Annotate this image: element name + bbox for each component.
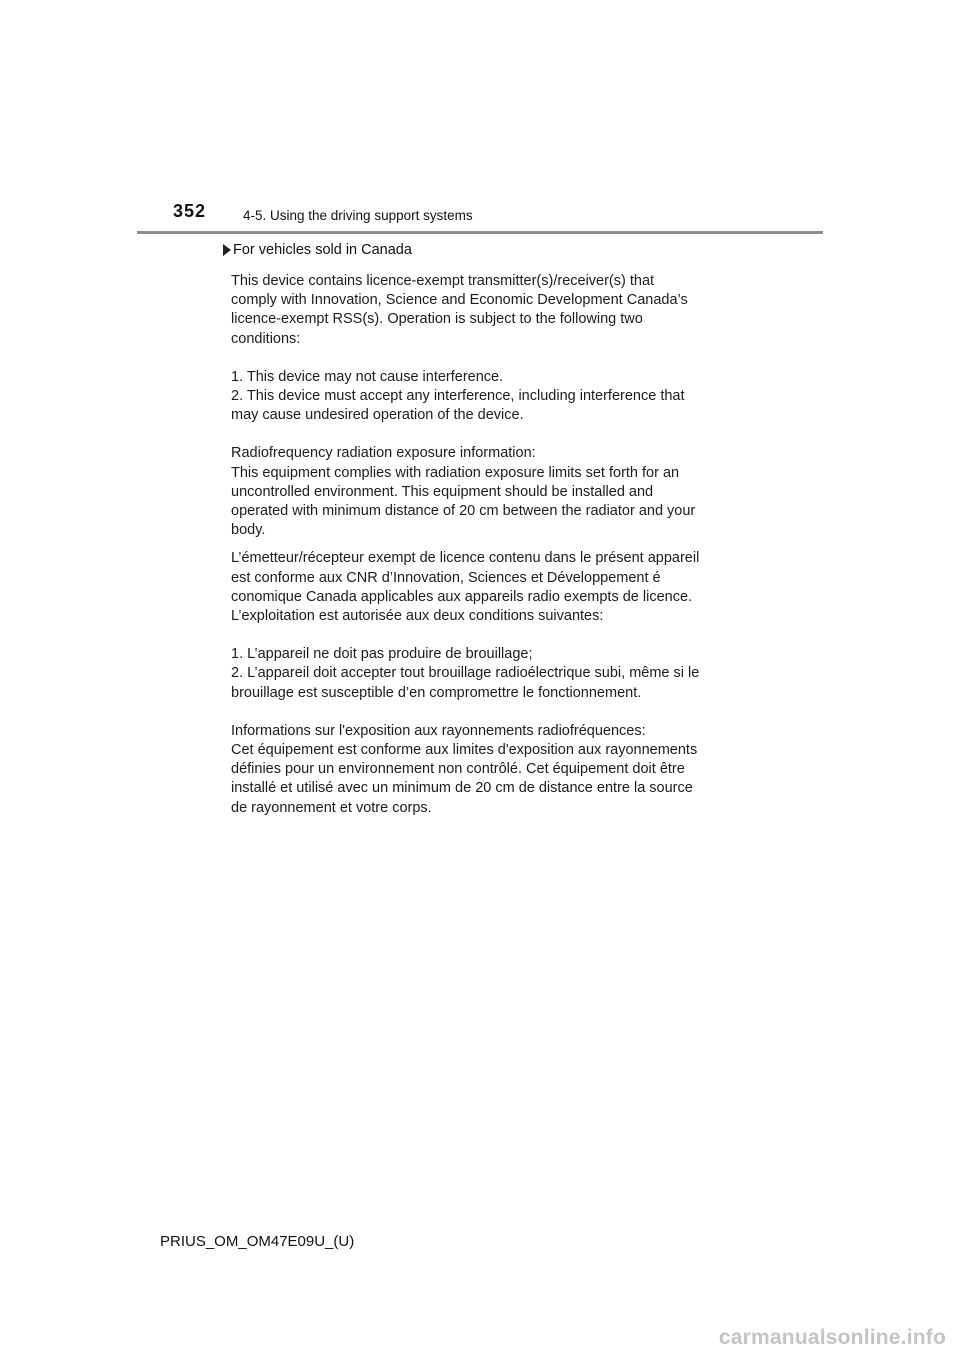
- triangle-right-icon: [223, 244, 231, 256]
- text-line: operated with minimum distance of 20 cm between the radiator and your: [231, 503, 696, 520]
- regulatory-notice: [231, 272, 741, 837]
- text-line: This device contains licence-exempt transmitter(s)/receiver(s) that: [231, 273, 655, 289]
- text-line: uncontrolled environment. This equipment should be installed and: [231, 483, 654, 500]
- text-line: 1. This device may not cause interference.: [231, 368, 504, 385]
- fr-radiation-paragraph: [231, 722, 741, 818]
- subheading-text: For vehicles sold in Canada: [233, 242, 412, 258]
- text-line: 2. This device must accept any interference, including interference that: [231, 388, 685, 405]
- page-header: [0, 0, 960, 240]
- text-line: 2. L’appareil doit accepter tout brouillage radioélectrique subi, même si le: [231, 665, 700, 682]
- section-title: 4-5. Using the driving support systems: [243, 208, 473, 223]
- text-line: Informations sur l'exposition aux rayonnements radiofréquences:: [231, 722, 646, 739]
- subheading: [223, 242, 412, 258]
- text-line: may cause undesired operation of the device.: [231, 407, 524, 424]
- text-line: de rayonnement et votre corps.: [231, 799, 432, 816]
- text-line: définies pour un environnement non contrôlé. Cet équipement doit être: [231, 761, 685, 778]
- text-line: est conforme aux CNR d’Innovation, Sciences et Développement é: [231, 569, 661, 586]
- text-line: Radiofrequency radiation exposure information:: [231, 445, 536, 462]
- text-line: comply with Innovation, Science and Economic Development Canada’s: [231, 292, 688, 309]
- text-line: brouillage est susceptible d’en compromettre le fonctionnement.: [231, 684, 642, 701]
- text-line: Cet équipement est conforme aux limites d'exposition aux rayonnements: [231, 742, 698, 759]
- en-radiation-paragraph: [231, 444, 741, 540]
- text-line: licence-exempt RSS(s). Operation is subject to the following two: [231, 311, 643, 328]
- fr-conditions-list: [231, 645, 741, 703]
- header-rule: [137, 231, 823, 234]
- text-line: conomique Canada applicables aux appareils radio exempts de licence.: [231, 588, 693, 605]
- fr-intro-paragraph: [231, 549, 741, 626]
- text-line: body.: [231, 522, 266, 539]
- text-line: conditions:: [231, 330, 301, 347]
- text-line: L’exploitation est autorisée aux deux conditions suivantes:: [231, 608, 604, 625]
- site-watermark: carmanualsonline.info: [718, 1326, 946, 1349]
- text-line: installé et utilisé avec un minimum de 20 cm de distance entre la source: [231, 780, 693, 797]
- document-code: PRIUS_OM_OM47E09U_(U): [160, 1233, 355, 1250]
- text-line: This equipment complies with radiation exposure limits set forth for an: [231, 464, 680, 481]
- page-number: 352: [173, 201, 207, 221]
- en-conditions-list: [231, 368, 741, 426]
- text-line: 1. L’appareil ne doit pas produire de brouillage;: [231, 646, 533, 663]
- text-line: L’émetteur/récepteur exempt de licence contenu dans le présent appareil: [231, 550, 700, 567]
- en-intro-paragraph: [231, 272, 741, 349]
